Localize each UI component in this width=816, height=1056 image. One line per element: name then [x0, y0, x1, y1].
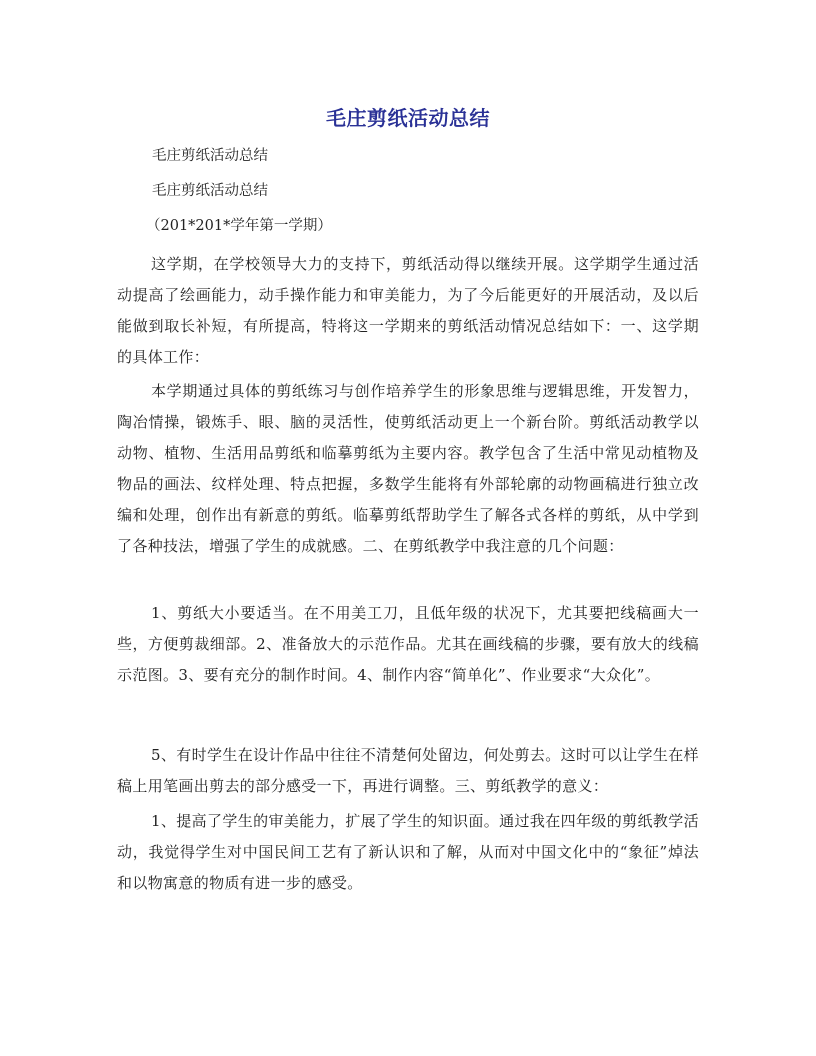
paragraph-issues-1-4: 1、剪纸大小要适当。在不用美工刀，且低年级的状况下，尤其要把线稿画大一些，方便剪裁细部。2、准备放大的示范作品。尤其在画线稿的步骤，要有放大的线稿示范图。3、要有充分的制作时间。4、制作内容“简单化”、作业要求“大众化”。: [117, 604, 699, 684]
paragraph-intro: 这学期，在学校领导大力的支持下，剪纸活动得以继续开展。这学期学生通过活动提高了绘画能力，动手操作能力和审美能力，为了今后能更好的开展活动，及以后能做到取长补短，有所提高，特将这一学期来的剪纸活动情况总结如下：一、这学期的具体工作：: [117, 255, 699, 366]
paragraph-issue-5: 5、有时学生在设计作品中往往不清楚何处留边，何处剪去。这时可以让学生在样稿上用笔画出剪去的部分感受一下，再进行调整。三、剪纸教学的意义：: [117, 746, 699, 795]
semester-line: （201*201*学年第一学期）: [146, 218, 332, 234]
subtitle-line-1: 毛庄剪纸活动总结: [152, 148, 268, 164]
paragraph-work: 本学期通过具体的剪纸练习与创作培养学生的形象思维与逻辑思维，开发智力，陶冶情操，锻炼手、眼、脑的灵活性，使剪纸活动更上一个新台阶。剪纸活动教学以动物、植物、生活用品剪纸和临摹剪纸为主要内容。教学包含了生活中常见动植物及物品的画法、纹样处理、特点把握，多数学生能将有外部轮廓的动物画稿进行独立改编和处理，创作出有新意的剪纸。临摹剪纸帮助学生了解各式各样的剪纸，从中学到了各种技法，增强了学生的成就感。二、在剪纸教学中我注意的几个问题：: [117, 382, 699, 555]
paragraph-significance: 1、提高了学生的审美能力，扩展了学生的知识面。通过我在四年级的剪纸教学活动，我觉得学生对中国民间工艺有了新认识和了解，从而对中国文化中的“象征”焯法和以物寓意的物质有进一步的感受。: [117, 812, 699, 892]
subtitle-line-2: 毛庄剪纸活动总结: [152, 183, 268, 199]
document-title: 毛庄剪纸活动总结: [326, 106, 490, 130]
